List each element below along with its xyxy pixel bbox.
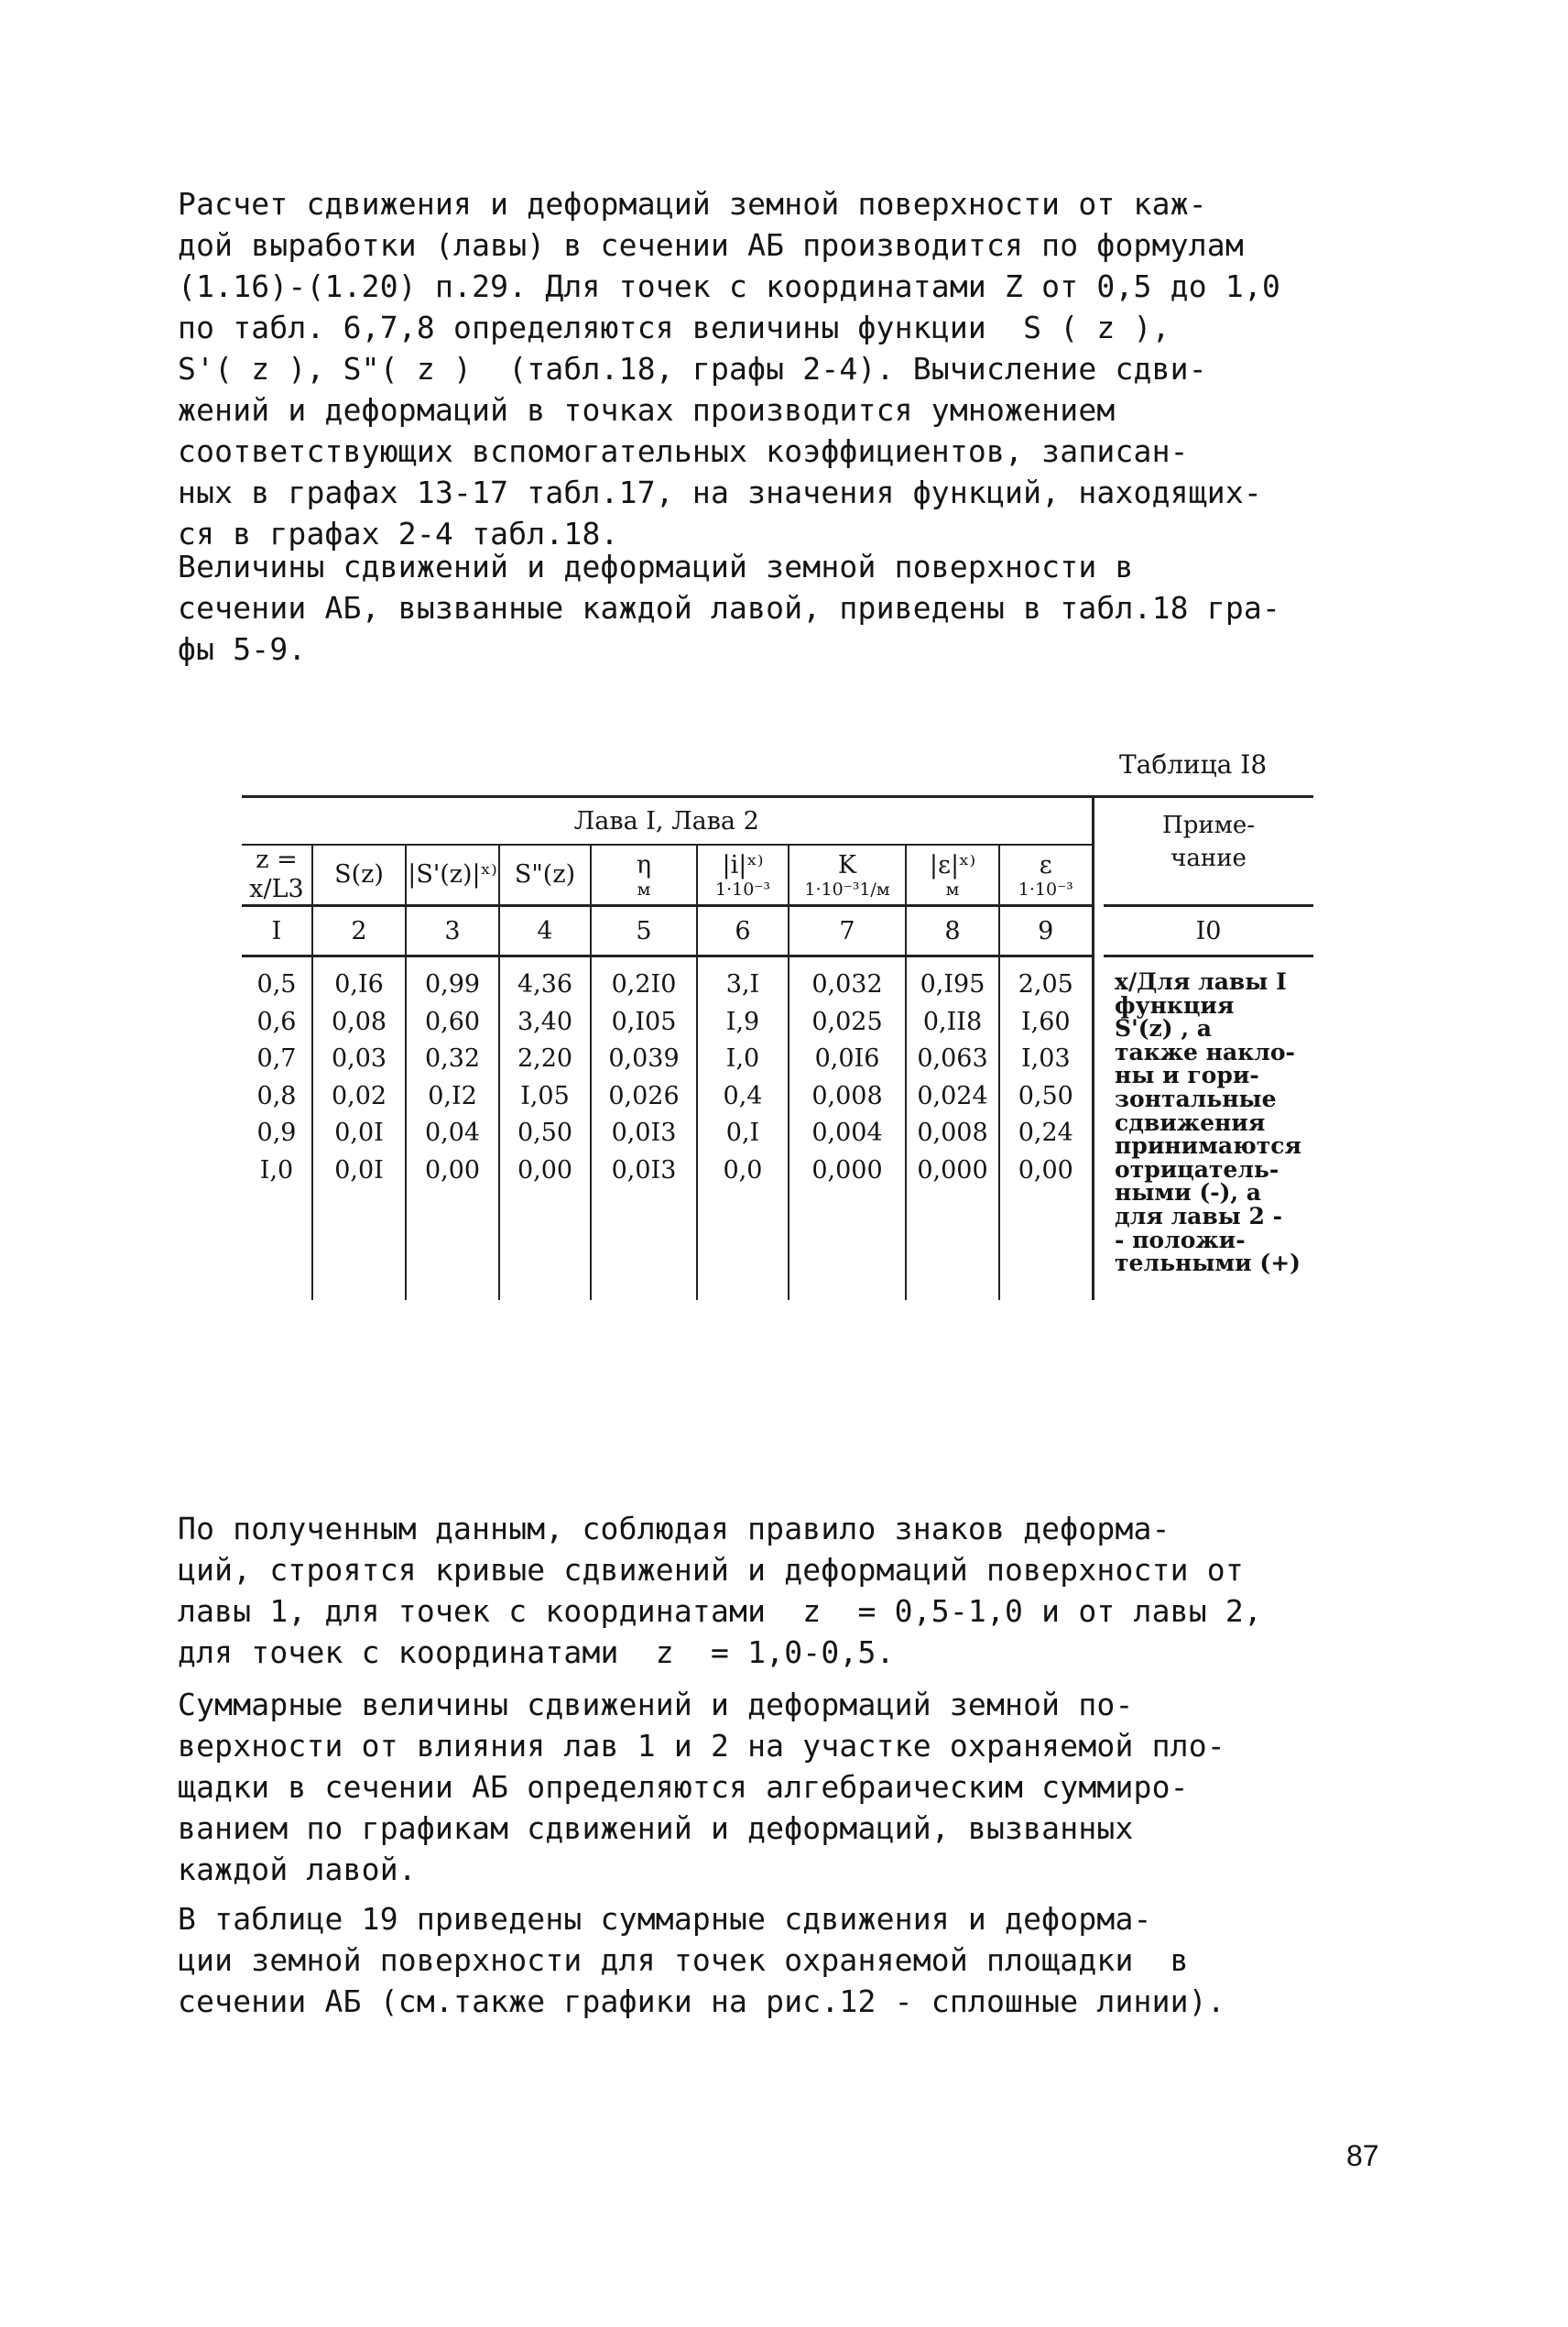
text-line: лавы 1, для точек с координатами z = 0,5-1,0 и от лавы 2,: [178, 1593, 1262, 1629]
column-number: 2: [312, 906, 406, 956]
table-cell: 0,50: [1018, 1081, 1073, 1110]
table-cell: 0,8: [256, 1081, 297, 1110]
table-cell: 0,0I: [334, 1155, 384, 1185]
table-cell: 0,I05: [611, 1007, 677, 1036]
paragraph-curves-construction: [178, 1508, 1423, 1673]
text-line: для точек с координатами z = 1,0-0,5.: [178, 1634, 895, 1670]
table-cell: 2,05: [1018, 970, 1073, 999]
note-header: Приме- чание: [1104, 797, 1313, 906]
table-cell: 0,039: [608, 1044, 680, 1073]
table-cell: 0,50: [517, 1119, 573, 1147]
table-cell: 0,99: [424, 970, 481, 999]
column-header-unit: 1·10⁻³1/м: [804, 879, 890, 900]
paragraph-values-reference: [178, 546, 1423, 670]
table-cell: 2,20: [517, 1044, 573, 1073]
text-line: Величины сдвижений и деформаций земной поверхности в: [178, 549, 1134, 584]
column-header-unit: м: [637, 879, 651, 900]
table-cell: 4,36: [517, 970, 573, 999]
table-cell: 0,I95: [920, 970, 985, 999]
table-cell: 0,5: [256, 970, 297, 999]
text-line: S'( z ), S"( z ) (табл.18, графы 2-4). Вычисление сдви-: [178, 351, 1207, 387]
column-header-symbol: ε: [1039, 851, 1052, 879]
text-line: щадки в сечении АБ определяются алгебраическим суммиро-: [178, 1769, 1189, 1805]
column-header-unit: 1·10⁻³: [1018, 879, 1073, 900]
text-line: ся в графах 2-4 табл.18.: [178, 516, 619, 552]
data-column: [999, 956, 1093, 1301]
column-header: [697, 845, 789, 906]
table-cell: 0,000: [811, 1155, 883, 1185]
data-column: [697, 956, 789, 1301]
table-cell: 0,32: [424, 1044, 481, 1073]
table-cell: 0,032: [811, 970, 883, 999]
column-header: [906, 845, 999, 906]
text-line: дой выработки (лавы) в сечении АБ производится по формулам: [178, 227, 1244, 263]
paragraph-calculation-method: [178, 183, 1423, 554]
text-line: фы 5-9.: [178, 631, 307, 667]
table-cell: I,0: [725, 1044, 760, 1073]
column-header-unit: м: [945, 879, 960, 900]
group-header: Лава I, Лава 2: [242, 797, 1093, 846]
table-cell: 0,004: [811, 1119, 883, 1147]
text-line: сечении АБ (см.также графики на рис.12 - сплошные линии).: [178, 1983, 1225, 2019]
column-header: [312, 845, 406, 906]
column-header-unit: 1·10⁻³: [715, 879, 770, 900]
table-cell: 0,0I3: [611, 1119, 677, 1147]
table-cell: I,9: [725, 1007, 760, 1036]
column-header-symbol: |S'(z)|ˣ⁾: [408, 860, 497, 889]
text-line: ций, строятся кривые сдвижений и деформаций поверхности от: [178, 1552, 1244, 1588]
text-line: соответствующих вспомогательных коэффициентов, записан-: [178, 433, 1189, 469]
table-cell: 0,00: [1018, 1155, 1073, 1185]
table-cell: 0,60: [424, 1007, 481, 1036]
column-header-symbol: K: [837, 851, 857, 879]
data-column: [312, 956, 406, 1301]
table-cell: 0,024: [917, 1081, 988, 1110]
page-number: 87: [1346, 2139, 1379, 2172]
text-line: Суммарные величины сдвижений и деформаций земной по-: [178, 1687, 1134, 1722]
table-cell: I,03: [1020, 1044, 1071, 1073]
text-line: Расчет сдвижения и деформаций земной поверхности от каж-: [178, 186, 1207, 222]
column-header: [591, 845, 697, 906]
text-line: каждой лавой.: [178, 1852, 417, 1887]
table-cell: 0,03: [331, 1044, 387, 1073]
table-cell: 0,I2: [428, 1081, 477, 1110]
column-number: 6: [697, 906, 789, 956]
note-cell: x/Для лавы I функция S'(z) , а также накло- ны и гори- зонтальные сдвижения принимаются отрицатель- ными (-), а для лавы 2 - - положи- тельными (+): [1115, 968, 1301, 1277]
table-cell: 0,000: [917, 1155, 988, 1185]
table-cell: 0,02: [331, 1081, 387, 1110]
table-cell: I,0: [259, 1155, 294, 1185]
column-number: 5: [591, 906, 697, 956]
data-column: [242, 956, 312, 1301]
table-cell: 3,40: [517, 1007, 573, 1036]
column-number: 4: [499, 906, 591, 956]
table-cell: 0,026: [608, 1081, 680, 1110]
table-cell: 0,063: [917, 1044, 988, 1073]
table-cell: I,05: [520, 1081, 570, 1110]
table-cell: 0,6: [256, 1007, 297, 1036]
column-header: [242, 845, 312, 906]
column-number: 7: [789, 906, 906, 956]
table-cell: 0,0I6: [814, 1044, 880, 1073]
table-cell: 0,0I: [334, 1119, 384, 1147]
table-cell: 0,008: [811, 1081, 883, 1110]
data-column: [406, 956, 499, 1301]
column-header-symbol: η: [636, 851, 652, 879]
column-header-symbol: S(z): [334, 860, 384, 889]
column-header: [499, 845, 591, 906]
table-cell: 0,00: [424, 1155, 481, 1185]
text-line: По полученным данным, соблюдая правило знаков деформа-: [178, 1511, 1171, 1546]
column-header-symbol: |i|ˣ⁾: [722, 851, 764, 879]
data-column: [906, 956, 999, 1301]
text-line: В таблице 19 приведены суммарные сдвижения и деформа-: [178, 1901, 1152, 1937]
table-cell: 0,2I0: [611, 970, 677, 999]
table-cell: 0,00: [517, 1155, 573, 1185]
paragraph-table-19-reference: [178, 1898, 1423, 2022]
table-cell: 3,I: [725, 970, 760, 999]
table-cell: 0,9: [256, 1119, 297, 1147]
table-caption: Таблица I8: [1119, 749, 1268, 780]
table-cell: 0,4: [723, 1081, 763, 1110]
text-line: ванием по графикам сдвижений и деформаций, вызванных: [178, 1810, 1134, 1846]
data-column: [789, 956, 906, 1301]
column-header-symbol: |ε|ˣ⁾: [929, 851, 976, 879]
table-cell: 0,04: [424, 1119, 481, 1147]
text-line: сечении АБ, вызванные каждой лавой, приведены в табл.18 гра-: [178, 590, 1281, 626]
table-cell: 0,24: [1018, 1119, 1073, 1147]
data-column: [591, 956, 697, 1301]
table-cell: 0,II8: [922, 1007, 983, 1036]
table-cell: 0,008: [917, 1119, 988, 1147]
table-cell: 0,0: [723, 1155, 763, 1185]
text-line: (1.16)-(1.20) п.29. Для точек с координатами Z от 0,5 до 1,0: [178, 268, 1281, 304]
column-number: 9: [999, 906, 1093, 956]
text-line: жений и деформаций в точках производится умножением: [178, 392, 1116, 428]
table-cell: 0,08: [331, 1007, 387, 1036]
column-header-symbol: S"(z): [514, 860, 576, 889]
column-header: [789, 845, 906, 906]
column-header: [999, 845, 1093, 906]
column-number: I: [242, 906, 312, 956]
table-cell: 0,7: [256, 1044, 297, 1073]
text-line: верхности от влияния лав 1 и 2 на участке охраняемой пло-: [178, 1728, 1225, 1764]
column-number: 8: [906, 906, 999, 956]
column-header: [406, 845, 499, 906]
table-cell: I,60: [1020, 1007, 1071, 1036]
text-line: по табл. 6,7,8 определяются величины функции S ( z ),: [178, 310, 1171, 345]
column-header-symbol: z = x/L3: [249, 846, 304, 903]
data-column: [499, 956, 591, 1301]
column-number: I0: [1104, 906, 1313, 956]
text-line: ных в графах 13-17 табл.17, на значения функций, находящих-: [178, 475, 1262, 510]
text-line: ции земной поверхности для точек охраняемой площадки в: [178, 1942, 1189, 1978]
paragraph-summation: [178, 1684, 1423, 1890]
table-cell: 0,025: [811, 1007, 883, 1036]
column-number: 3: [406, 906, 499, 956]
table-cell: 0,0I3: [611, 1155, 677, 1185]
table-18: [242, 795, 1313, 1300]
table-cell: 0,I6: [334, 970, 384, 999]
table-cell: 0,I: [725, 1119, 760, 1147]
